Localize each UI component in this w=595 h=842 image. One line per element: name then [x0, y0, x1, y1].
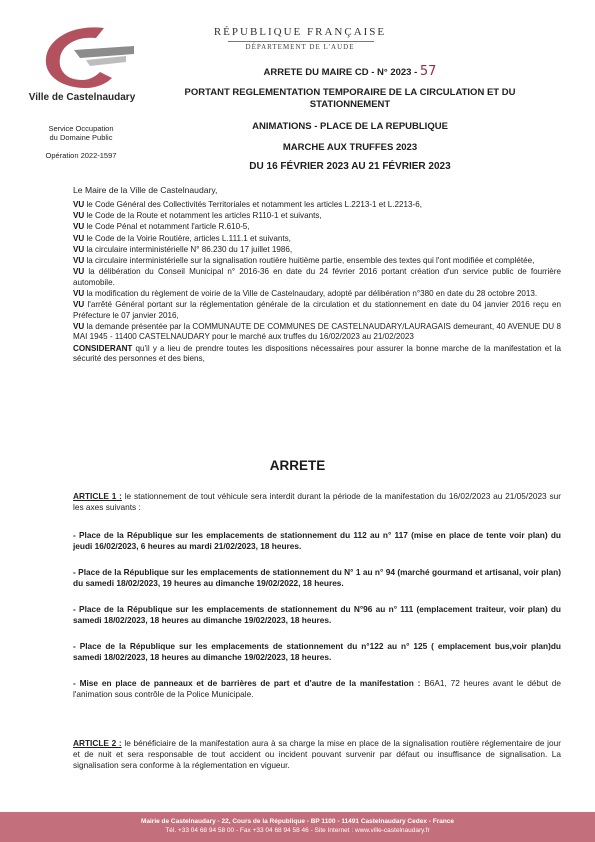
vu-text: le Code Général des Collectivités Territoriales et notamment les articles L.2213-1 et L.2213-6, — [84, 200, 422, 209]
service-line-1: Service Occupation — [48, 124, 114, 133]
vu-item — [73, 234, 561, 245]
restriction-item — [73, 641, 561, 663]
vu-text: le Code de la Route et notamment les articles R110-1 et suivants, — [84, 211, 322, 221]
castelnaudary-logo — [34, 22, 144, 94]
vu-keyword: VU — [73, 211, 85, 221]
departement-label: DÉPARTEMENT DE L'AUDE — [245, 43, 355, 51]
vu-keyword: VU — [73, 267, 85, 277]
footer-address: Mairie de Castelnaudary - 22, Cours de la République - BP 1100 - 11491 Castelnaudary Cedex - France — [140, 818, 455, 825]
arrete-handwritten-number: 57 — [419, 64, 437, 79]
footer-contact: Tél. +33 04 68 94 58 00 - Fax +33 04 68 94 58 46 - Site Internet : www.ville-castelnaudary.fr — [165, 827, 430, 834]
vu-item — [73, 289, 561, 300]
restriction-rest: B6A1, 72 heures avant le début de l'animation sous contrôle de la Police Municipale. — [73, 678, 561, 699]
restriction-bold: - Place de la République sur les emplacements de stationnement du N° 1 au n° 94 (marché gourmand et artisanal, voir plan) du samedi 18/02/2023, 19 heures au dimanche 19/02/2022, 18 heures. — [73, 567, 561, 588]
restriction-item — [73, 604, 561, 626]
animations-title: ANIMATIONS - PLACE DE LA REPUBLIQUE — [252, 121, 448, 132]
restriction-bold: - Place de la République sur les emplacements de stationnement du 112 au n° 117 (mise en place de tente voir plan) du jeudi 16/02/2023, 6 heures au mardi 21/02/2023, 18 heures. — [73, 530, 561, 551]
vu-text: la demande présentée par la COMMUNAUTE DE COMMUNES DE CASTELNAUDARY/LAURAGAIS demeurant, 40 AVENUE DU 8 MAI 1945 - 11400 CASTELNAUDARY pour le marché aux truffes du 16/02/2023 au 21/02/2023 — [73, 321, 561, 342]
restriction-list — [73, 530, 561, 715]
vu-text: la délibération du Conseil Municipal n° 2016-36 en date du 24 février 2016 portant création d'un service public de fourrière automobile. — [73, 267, 561, 287]
marche-title: MARCHE AUX TRUFFES 2023 — [282, 142, 418, 153]
restriction-bold: - Place de la République sur les emplacements de stationnement du N°96 au n° 111 (emplacement traiteur, voir plan) du samedi 18/02/2023, 18 heures au dimanche 19/02/2023, 18 heures. — [73, 604, 561, 625]
vu-item — [73, 300, 561, 321]
considerant-text: qu'il y a lieu de prendre toutes les dispositions nécessaires pour assurer la bonne marche de la manifestation et la sécurité des personnes et des biens, — [73, 343, 561, 364]
vu-text: la circulaire interministérielle sur la signalisation routière huitième partie, ensemble des textes qui l'ont modifiée et complétée, — [84, 255, 535, 265]
vu-item — [73, 200, 561, 211]
vu-keyword: VU — [73, 255, 85, 265]
dates-title: DU 16 FÉVRIER 2023 AU 21 FÉVRIER 2023 — [249, 161, 451, 172]
vu-list — [73, 200, 561, 365]
vu-text: la circulaire interministérielle N° 86.230 du 17 juillet 1986, — [84, 244, 293, 254]
vu-keyword: VU — [73, 200, 85, 209]
article-1-label: ARTICLE 1 : — [73, 491, 122, 501]
restriction-bold: - Mise en place de panneaux et de barrières de part et d'autre de la manifestation : — [73, 678, 421, 688]
restriction-item — [73, 530, 561, 552]
footer-band — [0, 812, 595, 842]
header-divider — [228, 41, 374, 42]
vu-keyword: VU — [73, 300, 85, 310]
city-name: Ville de Castelnaudary — [28, 92, 136, 103]
vu-item — [73, 267, 561, 288]
vu-item — [73, 256, 561, 267]
arrete-number-line — [150, 66, 550, 79]
arrete-heading: ARRETE — [269, 458, 326, 473]
vu-text: le Code de la Voirie Routière, articles L.111.1 et suivants, — [84, 233, 291, 243]
service-line-2: du Domaine Public — [49, 133, 113, 142]
vu-text: le Code Pénal et notamment l'article R.610-5, — [84, 222, 250, 232]
article-2 — [73, 738, 561, 771]
vu-keyword: VU — [73, 321, 85, 331]
vu-item — [73, 245, 561, 256]
vu-keyword: VU — [73, 288, 85, 298]
vu-keyword: VU — [73, 222, 85, 232]
considerant-item — [73, 344, 561, 365]
vu-item — [73, 222, 561, 233]
intro-line: Le Maire de la Ville de Castelnaudary, — [73, 185, 218, 195]
portant-title: PORTANT REGLEMENTATION TEMPORAIRE DE LA CIRCULATION ET DU STATIONNEMENT — [184, 87, 516, 110]
arrete-prefix: ARRETE DU MAIRE CD - N° 2023 - — [263, 67, 418, 78]
operation-number: Opération 2022-1597 — [45, 151, 117, 160]
vu-item — [73, 211, 561, 222]
article-1 — [73, 491, 561, 513]
vu-keyword: VU — [73, 233, 85, 243]
vu-keyword: VU — [73, 244, 85, 254]
vu-text: la modification du règlement de voirie de la Ville de Castelnaudary, adopté par délibération n°380 en date du 28 octobre 2013. — [84, 288, 538, 298]
vu-text: l'arrêté Général portant sur la réglementation générale de la circulation et du stationnement en date du 04 janvier 2016 reçu en Préfecture le 07 janvier 2016, — [73, 300, 561, 320]
considerant-keyword: CONSIDERANT — [73, 343, 133, 353]
article-2-label: ARTICLE 2 : — [73, 738, 122, 748]
restriction-bold: - Place de la République sur les emplacements de stationnement du n°122 au n° 125 ( emplacement bus,voir plan)du samedi 18/02/2023, 18 heures au dimanche 19/02/2023, 18 heures. — [73, 641, 561, 662]
restriction-item — [73, 567, 561, 589]
service-label — [26, 124, 136, 142]
vu-item — [73, 322, 561, 343]
republique-francaise: RÉPUBLIQUE FRANÇAISE — [213, 26, 387, 38]
restriction-item — [73, 678, 561, 700]
article-1-text: le stationnement de tout véhicule sera interdit durant la période de la manifestation du 16/02/2023 au 21/05/2023 sur les axes suivants : — [73, 491, 561, 512]
article-2-text: le bénéficiaire de la manifestation aura à sa charge la mise en place de la signalisation routière réglementaire de jour et de nuit et sera responsable de tout accident ou incident pouvant survenir par défaut ou insuffisance de signalisation. La signalisation sera conforme à la réglementation en vigueur. — [73, 738, 561, 770]
